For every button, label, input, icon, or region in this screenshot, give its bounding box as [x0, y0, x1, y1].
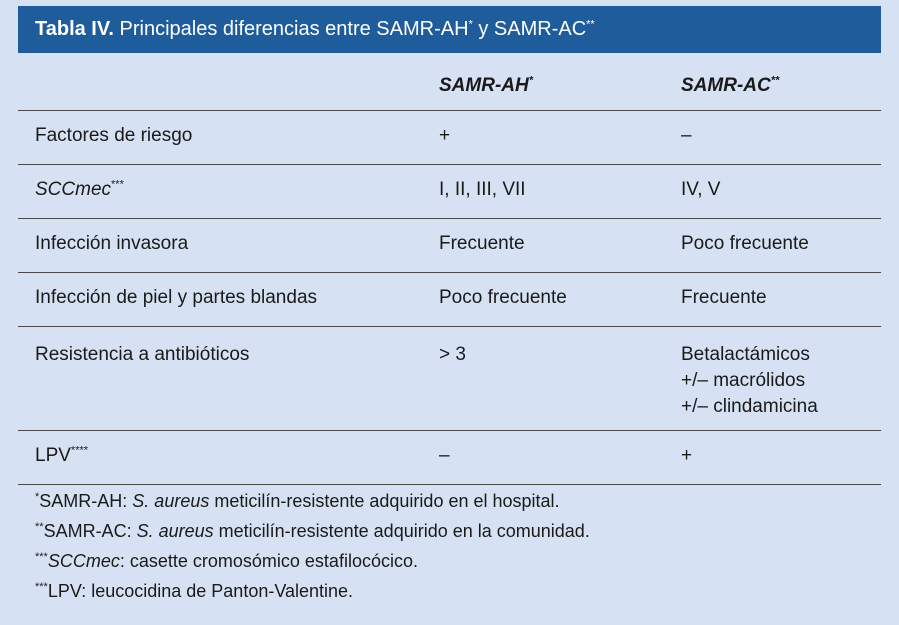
- cell-samr-ac: [664, 326, 881, 430]
- row-label: Infección invasora: [35, 232, 189, 254]
- header-samr-ac: [664, 60, 881, 110]
- table-row: [18, 272, 881, 326]
- footnote: [35, 576, 590, 606]
- footnote-post: meticilín-resistente adquirido en la comunidad.: [213, 521, 590, 541]
- row-label: Infección de piel y partes blandas: [35, 286, 318, 308]
- cell-line: Betalactámicos: [681, 343, 810, 365]
- row-label: Factores de riesgo: [35, 124, 193, 146]
- header-samr-ac-text: SAMR-AC: [681, 74, 771, 96]
- header-row: [18, 60, 881, 110]
- footnote-pre: SAMR-AC:: [43, 521, 137, 541]
- table-title: [18, 6, 881, 53]
- header-samr-ah-text: SAMR-AH: [439, 74, 529, 96]
- row-label-cell: [18, 164, 422, 218]
- cell-samr-ac: Poco frecuente: [681, 232, 809, 254]
- cell-samr-ah: +: [439, 124, 451, 146]
- footnote-post: meticilín-resistente adquirido en el hospital.: [209, 491, 560, 511]
- table-row: [18, 326, 881, 430]
- cell-samr-ac: IV, V: [681, 178, 721, 200]
- cell-samr-ac: +: [681, 444, 693, 466]
- title-sup2: **: [586, 18, 595, 31]
- footnote-sup: *: [35, 491, 40, 503]
- table-row: [18, 430, 881, 484]
- cell-samr-ah: > 3: [439, 343, 466, 365]
- row-label: LPV: [35, 444, 71, 466]
- title-mid: y SAMR-AC: [472, 18, 587, 40]
- header-samr-ac-sup: **: [770, 74, 780, 87]
- title-text: Principales diferencias entre SAMR-AH: [119, 18, 469, 40]
- cell-line: +/– macrólidos: [681, 369, 806, 391]
- title-sup1: *: [468, 18, 473, 31]
- footnote-sup: ***: [35, 551, 48, 563]
- row-label: Resistencia a antibióticos: [35, 343, 250, 365]
- title-label: Tabla IV.: [35, 18, 114, 40]
- table-row: [18, 110, 881, 164]
- header-samr-ah: [422, 60, 664, 110]
- footnote-pre: SAMR-AH:: [39, 491, 133, 511]
- header-samr-ah-sup: *: [528, 74, 533, 87]
- cell-samr-ac: –: [681, 124, 692, 146]
- row-label-sup: ****: [70, 444, 89, 457]
- footnote-post: : casette cromosómico estafilocócico.: [119, 551, 418, 571]
- footnote-italic: SCCmec: [47, 551, 120, 571]
- footnote: [35, 516, 590, 546]
- cell-samr-ac: Frecuente: [681, 286, 767, 308]
- footnote: [35, 546, 590, 576]
- footnote-sup: ***: [35, 581, 48, 593]
- footnote: [35, 486, 590, 516]
- footnotes: [35, 486, 590, 606]
- row-label-cell: [18, 430, 422, 484]
- cell-samr-ah: Frecuente: [439, 232, 525, 254]
- table-row: [18, 218, 881, 272]
- header-empty: [18, 60, 422, 110]
- cell-samr-ah: –: [439, 444, 450, 466]
- cell-line: +/– clindamicina: [681, 395, 818, 417]
- table-row: [18, 164, 881, 218]
- footnote-sup: **: [35, 521, 44, 533]
- footnote-pre: LPV: leucocidina de Panton-Valentine.: [47, 581, 354, 601]
- cell-samr-ah: Poco frecuente: [439, 286, 567, 308]
- row-label: SCCmec: [35, 178, 112, 200]
- cell-samr-ah: I, II, III, VII: [439, 178, 526, 200]
- row-label-sup: ***: [111, 178, 124, 191]
- comparison-table: [18, 60, 881, 485]
- footnote-italic: S. aureus: [132, 491, 210, 511]
- footnote-italic: S. aureus: [136, 521, 214, 541]
